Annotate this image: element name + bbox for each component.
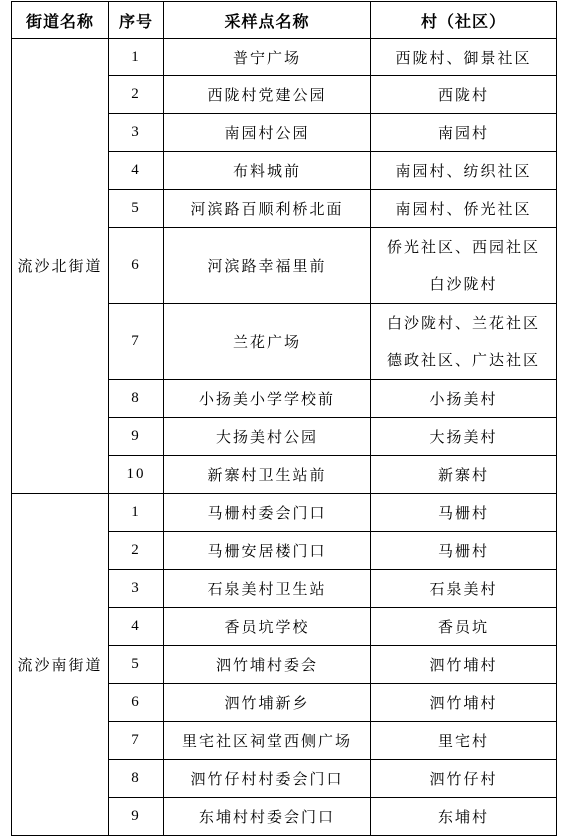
village-line: 德政社区、广达社区 [386, 350, 540, 369]
site-name-cell: 马栅村委会门口 [164, 494, 371, 532]
site-name-cell: 里宅社区祠堂西侧广场 [164, 722, 371, 760]
village-cell [371, 228, 557, 304]
village-line: 大扬美村 [429, 428, 498, 446]
seq-cell: 6 [109, 228, 164, 304]
seq-cell: 1 [109, 39, 164, 76]
site-name-cell: 东埔村村委会门口 [164, 798, 371, 836]
site-name-cell: 南园村公园 [164, 114, 371, 152]
village-cell [371, 722, 557, 760]
site-name-cell: 香员坑学校 [164, 608, 371, 646]
village-cell [371, 646, 557, 684]
village-line: 侨光社区、西园社区 [386, 237, 540, 256]
village-line: 香员坑 [437, 618, 489, 636]
village-line: 白沙陇村 [429, 274, 498, 293]
table-body [12, 39, 557, 836]
seq-cell: 1 [109, 494, 164, 532]
village-cell [371, 532, 557, 570]
site-name-cell: 马栅安居楼门口 [164, 532, 371, 570]
street-name-cell: 流沙南街道 [12, 494, 109, 836]
site-name-cell: 石泉美村卫生站 [164, 570, 371, 608]
village-cell [371, 570, 557, 608]
village-line: 东埔村 [437, 808, 489, 826]
site-name-cell: 兰花广场 [164, 304, 371, 380]
seq-cell: 8 [109, 380, 164, 418]
seq-cell: 9 [109, 798, 164, 836]
seq-cell: 10 [109, 456, 164, 494]
site-name-cell: 河滨路幸福里前 [164, 228, 371, 304]
village-cell [371, 380, 557, 418]
seq-cell: 8 [109, 760, 164, 798]
site-name-cell: 布料城前 [164, 152, 371, 190]
village-line: 小扬美村 [429, 390, 498, 408]
seq-cell: 5 [109, 646, 164, 684]
site-name-cell: 大扬美村公园 [164, 418, 371, 456]
site-name-cell: 泗竹埔村委会 [164, 646, 371, 684]
table-header [12, 2, 557, 39]
village-cell [371, 114, 557, 152]
header-seq: 序号 [109, 2, 164, 39]
village-cell [371, 684, 557, 722]
village-line: 马栅村 [437, 542, 489, 560]
village-line: 西陇村、御景社区 [395, 48, 532, 67]
seq-cell: 6 [109, 684, 164, 722]
village-cell [371, 76, 557, 114]
village-cell [371, 304, 557, 380]
seq-cell: 5 [109, 190, 164, 228]
street-name-cell: 流沙北街道 [12, 39, 109, 494]
seq-cell: 3 [109, 570, 164, 608]
village-line: 白沙陇村、兰花社区 [386, 313, 540, 332]
site-name-cell: 河滨路百顺利桥北面 [164, 190, 371, 228]
seq-cell: 4 [109, 152, 164, 190]
seq-cell: 2 [109, 532, 164, 570]
seq-cell: 7 [109, 722, 164, 760]
site-name-cell: 泗竹埔新乡 [164, 684, 371, 722]
site-name-cell: 新寨村卫生站前 [164, 456, 371, 494]
village-line: 南园村、纺织社区 [395, 162, 532, 180]
village-cell [371, 39, 557, 76]
village-line: 泗竹埔村 [429, 694, 498, 712]
site-name-cell: 泗竹仔村村委会门口 [164, 760, 371, 798]
village-line: 泗竹埔村 [429, 656, 498, 674]
village-line: 南园村、侨光社区 [395, 200, 532, 218]
table-row [12, 494, 557, 532]
seq-cell: 4 [109, 608, 164, 646]
village-line: 里宅村 [437, 732, 489, 750]
village-line: 泗竹仔村 [429, 770, 498, 788]
village-line: 西陇村 [437, 86, 489, 104]
table-row [12, 39, 557, 76]
village-cell [371, 152, 557, 190]
village-cell [371, 418, 557, 456]
village-line: 石泉美村 [429, 580, 498, 598]
site-name-cell: 小扬美小学学校前 [164, 380, 371, 418]
seq-cell: 3 [109, 114, 164, 152]
seq-cell: 9 [109, 418, 164, 456]
site-name-cell: 普宁广场 [164, 39, 371, 76]
sampling-sites-table [11, 1, 557, 836]
village-cell [371, 456, 557, 494]
village-cell [371, 760, 557, 798]
seq-cell: 2 [109, 76, 164, 114]
header-street: 街道名称 [12, 2, 109, 39]
village-line: 南园村 [437, 124, 489, 142]
header-village: 村（社区） [371, 2, 557, 39]
village-line: 新寨村 [437, 466, 489, 484]
village-cell [371, 190, 557, 228]
village-cell [371, 494, 557, 532]
village-cell [371, 798, 557, 836]
site-name-cell: 西陇村党建公园 [164, 76, 371, 114]
seq-cell: 7 [109, 304, 164, 380]
header-site: 采样点名称 [164, 2, 371, 39]
village-line: 马栅村 [437, 504, 489, 522]
village-cell [371, 608, 557, 646]
